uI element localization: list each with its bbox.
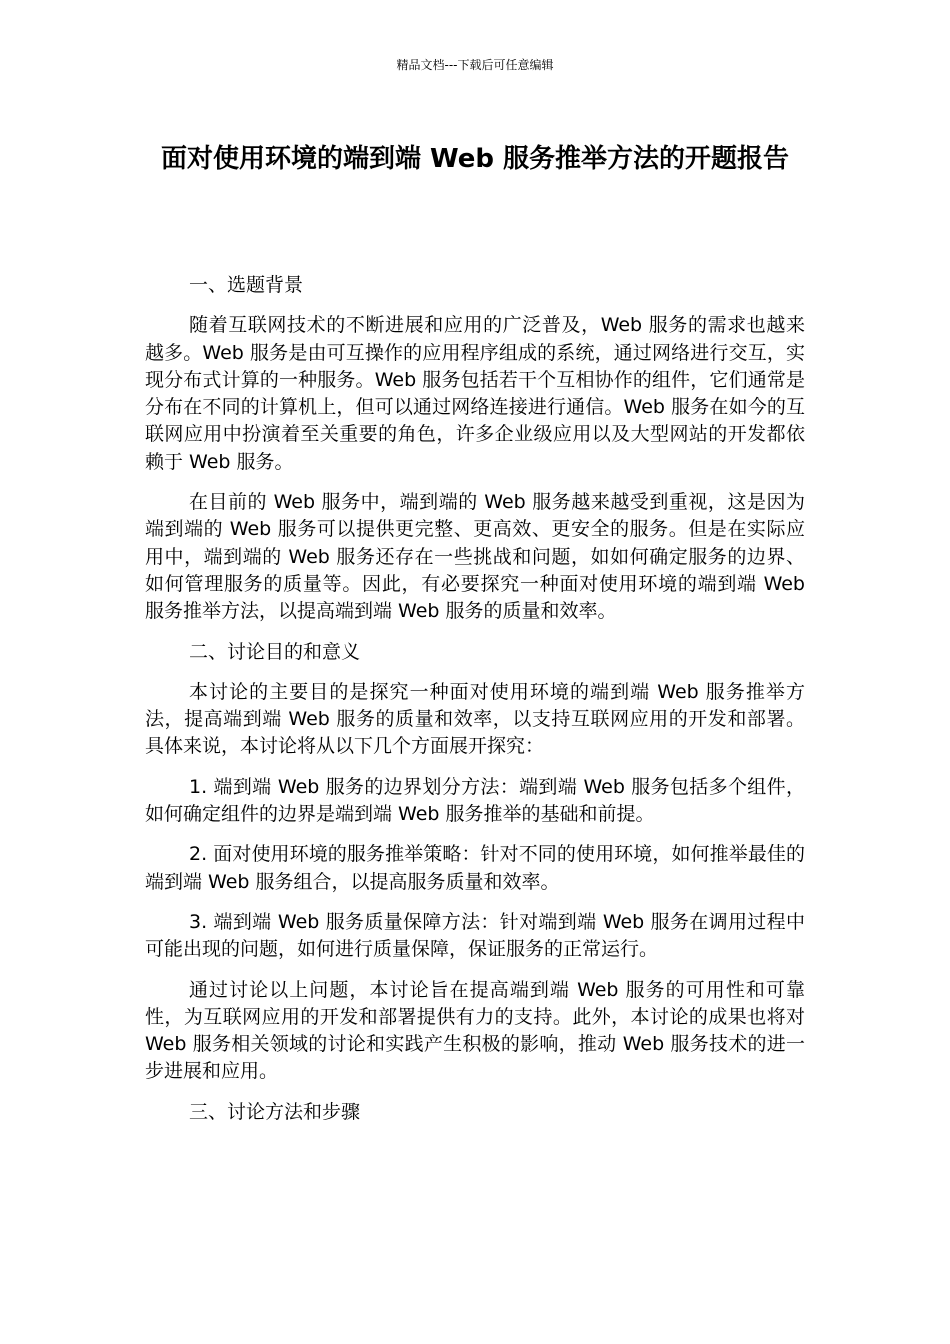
document-body — [145, 272, 805, 1139]
section-heading-background: 一、选题背景 — [189, 274, 304, 296]
paragraph: 通过讨论以上问题，本讨论旨在提高端到端 Web 服务的可用性和可靠性，为互联网应用的开发和部署提供有力的支持。此外，本讨论的成果也将对 Web 服务相关领域的讨论和实践产生积极的影响，推动 Web 服务技术的进一步进展和应用。 — [145, 978, 805, 1083]
section-heading-methods: 三、讨论方法和步骤 — [189, 1100, 361, 1123]
document-title: 面对使用环境的端到端 Web 服务推举方法的开题报告 — [160, 144, 790, 174]
paragraph: 本讨论的主要目的是探究一种面对使用环境的端到端 Web 服务推举方法，提高端到端 Web 服务的质量和效率，以支持互联网应用的开发和部署。具体来说，本讨论将从以下几个方面展开探究： — [145, 680, 805, 758]
paragraph: 随着互联网技术的不断进展和应用的广泛普及，Web 服务的需求也越来越多。Web 服务是由可互操作的应用程序组成的系统，通过网络进行交互，实现分布式计算的一种服务。Web 服务包括若干个互相协作的组件，它们通常是分布在不同的计算机上，但可以通过网络连接进行通信。Web 服务在如今的互联网应用中扮演着至关重要的角色，许多企业级应用以及大型网站的开发都依赖于 Web 服务。 — [145, 314, 805, 473]
list-item: 3. 端到端 Web 服务质量保障方法：针对端到端 Web 服务在调用过程中可能出现的问题，如何进行质量保障，保证服务的正常运行。 — [145, 910, 805, 961]
paragraph: 在目前的 Web 服务中，端到端的 Web 服务越来越受到重视，这是因为端到端的 Web 服务可以提供更完整、更高效、更安全的服务。但是在实际应用中，端到端的 Web 服务还存在一些挑战和问题，如如何确定服务的边界、如何管理服务的质量等。因此，有必要探究一种面对使用环境的端到端 Web 服务推举方法，以提高端到端 Web 服务的质量和效率。 — [145, 491, 805, 623]
list-item: 2. 面对使用环境的服务推举策略：针对不同的使用环境，如何推举最佳的端到端 Web 服务组合，以提高服务质量和效率。 — [145, 843, 805, 893]
section-heading-purpose: 二、讨论目的和意义 — [189, 640, 361, 663]
list-item: 1. 端到端 Web 服务的边界划分方法：端到端 Web 服务包括多个组件，如何确定组件的边界是端到端 Web 服务推举的基础和前提。 — [145, 775, 805, 826]
page-header: 精品文档---下载后可任意编辑 — [396, 58, 554, 72]
